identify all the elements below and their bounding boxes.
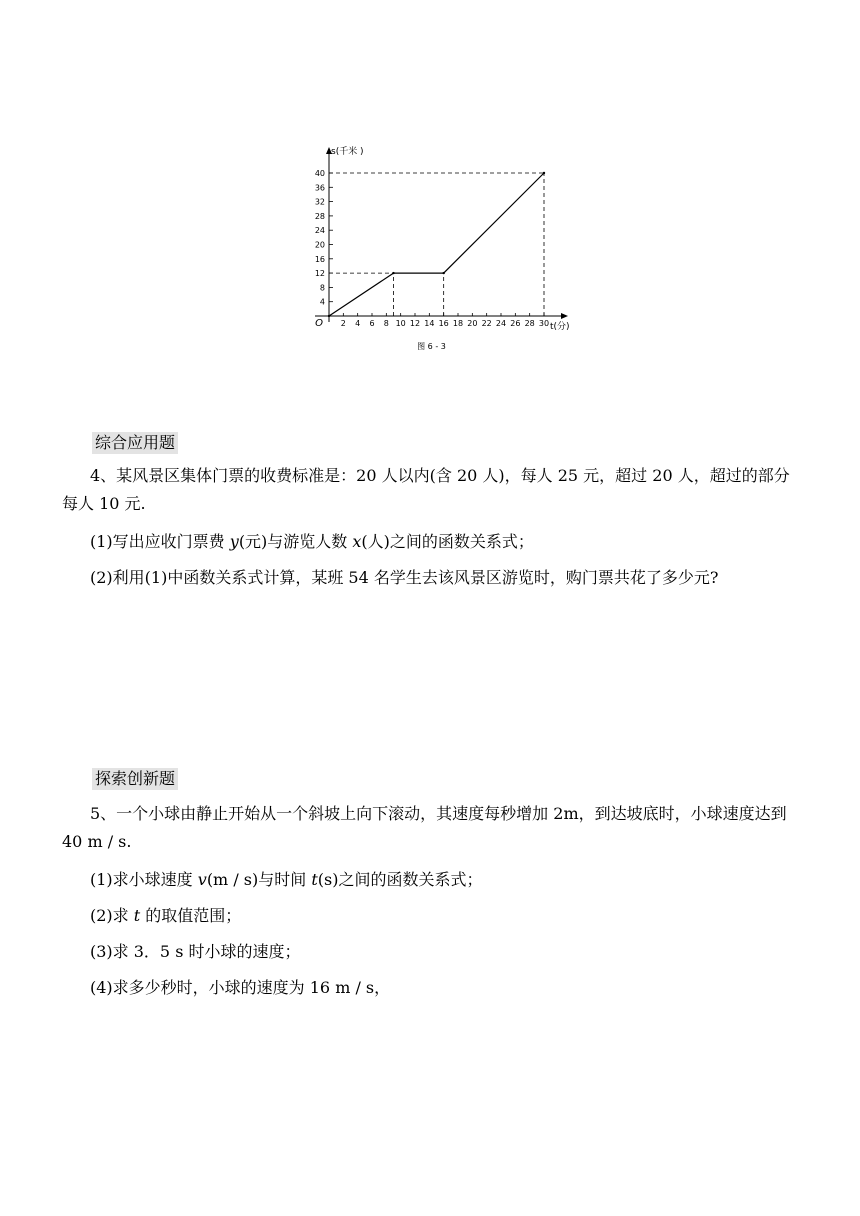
x-tick-label: 10 bbox=[395, 319, 406, 328]
x-tick-label: 30 bbox=[538, 319, 550, 328]
x-tick-label: 6 bbox=[369, 319, 375, 328]
p5q1-text-c: (s)之间的函数关系式； bbox=[317, 870, 483, 889]
data-point bbox=[328, 315, 330, 317]
x-tick-label: 12 bbox=[409, 319, 421, 328]
x-tick-label: 20 bbox=[467, 319, 478, 328]
q1-var-y: y bbox=[229, 532, 239, 551]
section-heading-exploration: 探索创新题 bbox=[92, 768, 178, 790]
problem-4-question-1 bbox=[90, 528, 534, 556]
distance-time-chart bbox=[300, 130, 600, 360]
y-tick-label: 8 bbox=[319, 283, 325, 293]
p5q1-text-b: (m / s)与时间 bbox=[206, 870, 312, 889]
y-tick-label: 40 bbox=[314, 169, 325, 178]
y-tick-label: 16 bbox=[314, 254, 325, 264]
data-point bbox=[442, 272, 444, 274]
p5q1-text-a: (1)求小球速度 bbox=[90, 870, 198, 889]
x-axis-label: t(分) bbox=[550, 322, 570, 332]
series-line bbox=[329, 173, 544, 316]
problem-5-intro: 5、一个小球由静止开始从一个斜坡上向下滚动，其速度每秒增加 2m，到达坡底时，小球速度达到 40 m / s. bbox=[62, 804, 787, 851]
q1-text-b: (元)与游览人数 bbox=[238, 532, 353, 551]
problem-5-question-4: (4)求多少秒时，小球的速度为 16 m / s， bbox=[90, 978, 391, 997]
y-tick-label: 4 bbox=[319, 297, 325, 307]
q1-var-x: x bbox=[352, 532, 362, 551]
x-tick-label: 14 bbox=[424, 319, 435, 328]
x-tick-label: 22 bbox=[481, 319, 492, 328]
x-axis-arrow bbox=[561, 313, 568, 319]
y-tick-label: 32 bbox=[314, 197, 325, 207]
problem-5-question-1 bbox=[90, 866, 482, 894]
y-axis-label: s(千米 ) bbox=[331, 147, 364, 157]
problem-5-question-2 bbox=[90, 902, 241, 930]
problem-4-question-2: (2)利用(1)中函数关系式计算，某班 54 名学生去该风景区游览时，购门票共花了多少元? bbox=[90, 568, 719, 587]
y-tick-label: 24 bbox=[314, 226, 325, 236]
data-point bbox=[543, 172, 545, 174]
p5q1-var-v: v bbox=[197, 870, 207, 889]
p5q2-var-t: t bbox=[133, 906, 141, 925]
problem-5-question-3: (3)求 3．5 s 时小球的速度； bbox=[90, 942, 301, 961]
y-tick-label: 36 bbox=[314, 183, 325, 193]
p5q2-text-a: (2)求 bbox=[90, 906, 134, 925]
x-tick-label: 8 bbox=[383, 319, 389, 328]
q1-text-c: (人)之间的函数关系式； bbox=[361, 532, 534, 551]
y-tick-label: 28 bbox=[314, 211, 325, 221]
p5q2-text-b: 的取值范围； bbox=[140, 906, 242, 925]
x-tick-label: 4 bbox=[355, 319, 361, 328]
x-tick-label: 2 bbox=[340, 319, 346, 328]
origin-label: O bbox=[315, 318, 323, 329]
distance-time-figure bbox=[300, 130, 600, 360]
x-tick-label: 28 bbox=[524, 319, 535, 328]
y-tick-label: 20 bbox=[314, 240, 325, 250]
data-point bbox=[392, 272, 394, 274]
y-tick-label: 12 bbox=[314, 269, 325, 279]
x-tick-label: 24 bbox=[495, 319, 507, 328]
q1-text-a: (1)写出应收门票费 bbox=[90, 532, 230, 551]
p5q1-var-t: t bbox=[311, 870, 318, 889]
figure-caption: 图 6 - 3 bbox=[417, 342, 446, 351]
section-heading-comprehensive: 综合应用题 bbox=[92, 432, 178, 454]
x-tick-label: 26 bbox=[510, 319, 521, 328]
x-tick-label: 18 bbox=[452, 319, 464, 328]
x-tick-label: 16 bbox=[438, 319, 449, 328]
problem-4-intro: 4、某风景区集体门票的收费标准是：20 人以内(含 20 人)，每人 25 元，超过 20 人，超过的部分每人 10 元. bbox=[62, 466, 790, 513]
